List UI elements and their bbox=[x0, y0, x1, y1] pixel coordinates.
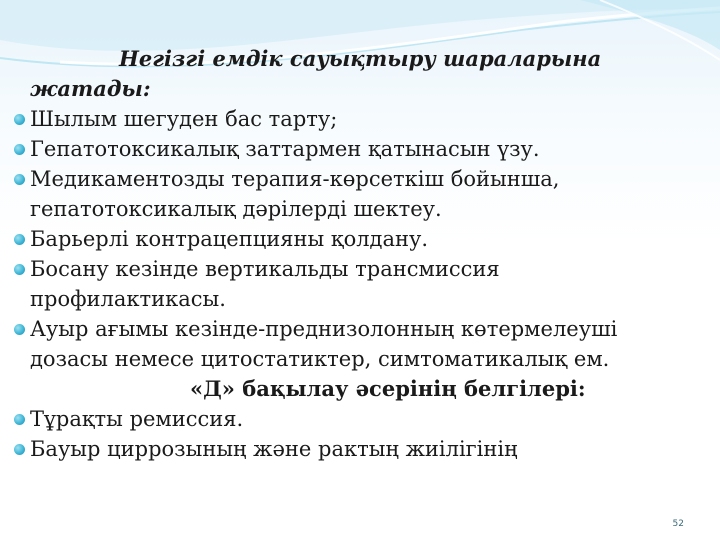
list-item-text: Бауыр циррозының және рактың жиілігінің bbox=[30, 437, 518, 461]
list-item-text: Медикаментозды терапия-көрсеткіш бойынша, bbox=[30, 167, 560, 191]
list-item-text: Шылым шегуден бас тарту; bbox=[30, 107, 338, 131]
list-item bbox=[12, 104, 712, 134]
list-item bbox=[12, 404, 712, 434]
list-item-text: гепатотоксикалық дәрілерді шектеу. bbox=[30, 197, 442, 221]
bullet-icon bbox=[14, 114, 25, 125]
list-item-text: Ауыр ағымы кезінде-преднизолонның көтермелеуші bbox=[30, 317, 618, 341]
list-item bbox=[12, 254, 712, 314]
bullet-icon bbox=[14, 234, 25, 245]
bullet-icon bbox=[14, 144, 25, 155]
subheading: «Д» бақылау әсерінің белгілері: bbox=[190, 376, 586, 401]
list-item-text: Босану кезінде вертикальды трансмиссия bbox=[30, 257, 500, 281]
bullet-icon bbox=[14, 264, 25, 275]
list-item-text: Тұрақты ремиссия. bbox=[30, 407, 244, 431]
list-item bbox=[12, 134, 712, 164]
bullet-list-2 bbox=[12, 404, 712, 464]
slide-content bbox=[12, 44, 712, 464]
bullet-icon bbox=[14, 174, 25, 185]
list-item bbox=[12, 164, 712, 224]
slide-heading bbox=[12, 44, 712, 104]
bullet-icon bbox=[14, 324, 25, 335]
heading-line-1: Негізгі емдік сауықтыру шараларына bbox=[119, 46, 602, 71]
page-number: 52 bbox=[672, 519, 684, 529]
list-item bbox=[12, 224, 712, 254]
list-item bbox=[12, 314, 712, 374]
bullet-icon bbox=[14, 414, 25, 425]
bullet-list bbox=[12, 104, 712, 374]
list-item-text: Гепатотоксикалық заттармен қатынасын үзу. bbox=[30, 137, 540, 161]
heading-line-2: жатады: bbox=[30, 76, 151, 101]
bullet-icon bbox=[14, 444, 25, 455]
list-item-text: Барьерлі контрацепцияны қолдану. bbox=[30, 227, 429, 251]
list-item-text: дозасы немесе цитостатиктер, симтоматикалық ем. bbox=[30, 347, 610, 371]
list-item-text: профилактикасы. bbox=[30, 287, 226, 311]
list-item bbox=[12, 434, 712, 464]
